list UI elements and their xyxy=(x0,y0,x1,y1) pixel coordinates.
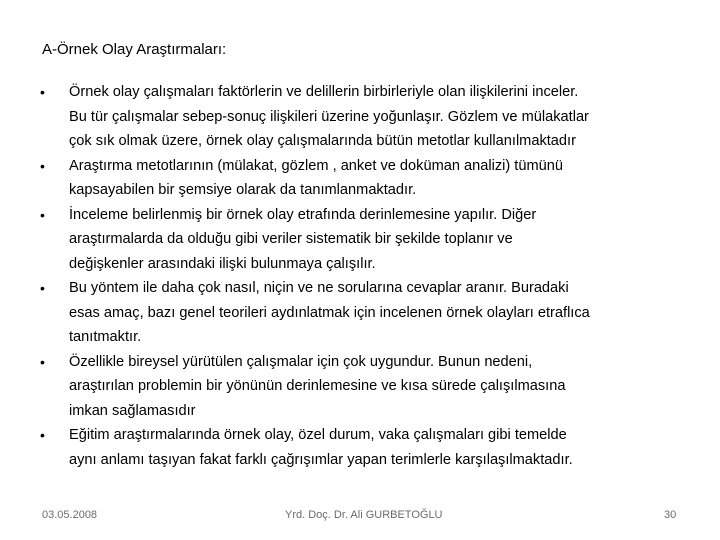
bullet-list xyxy=(40,80,692,472)
page-number: 30 xyxy=(664,509,677,521)
bullet-item xyxy=(40,80,692,154)
bullet-icon: • xyxy=(40,157,45,174)
bullet-text: Araştırma metotlarının (mülakat, gözlem , anket ve doküman analizi) tümünü kapsayabilen bir şemsiye olarak da tanımlanmaktadır. xyxy=(69,157,563,198)
bullet-item xyxy=(40,276,692,350)
slide-title: A-Örnek Olay Araştırmaları: xyxy=(42,41,227,58)
bullet-item xyxy=(40,203,692,277)
bullet-text: Özellikle bireysel yürütülen çalışmalar için çok uygundur. Bunun nedeni, araştırılan problemin bir yönünün derinlemesine ve kısa sürede çalışılmasına imkan sağlamasıdır xyxy=(69,353,566,419)
bullet-text: Örnek olay çalışmaları faktörlerin ve delillerin birbirleriyle olan ilişkilerini inceler. Bu tür çalışmalar sebep-sonuç ilişkileri üzerine yoğunlaşır. Gözlem ve mülakatlar çok sık olmak üzere, örnek olay çalışmalarında bütün metotlar kullanılmaktadır xyxy=(69,84,589,149)
bullet-text: Eğitim araştırmalarında örnek olay, özel durum, vaka çalışmaları gibi temelde aynı anlamı taşıyan fakat farklı çağrışımlar yapan terimlerle karşılaşılmaktadır. xyxy=(69,427,573,468)
bullet-icon: • xyxy=(40,427,45,443)
bullet-icon: • xyxy=(40,280,45,296)
bullet-item xyxy=(40,423,692,472)
bullet-icon: • xyxy=(40,206,45,223)
bullet-text: Bu yöntem ile daha çok nasıl, niçin ve ne sorularına cevaplar aranır. Buradaki esas amaç, bazı genel teorileri aydınlatmak için incelenen örnek olayları etraflıca tanıtmaktır. xyxy=(69,280,590,345)
bullet-icon: • xyxy=(40,353,45,370)
footer-author: Yrd. Doç. Dr. Ali GURBETOĞLU xyxy=(285,509,443,521)
bullet-item xyxy=(40,154,692,203)
bullet-text: İnceleme belirlenmiş bir örnek olay etrafında derinlemesine yapılır. Diğer araştırmalarda da olduğu gibi veriler sistematik bir şekilde toplanır ve değişkenler arasındaki ilişki bulunmaya çalışılır. xyxy=(69,206,537,272)
bullet-item xyxy=(40,350,692,424)
footer-date: 03.05.2008 xyxy=(42,509,98,521)
bullet-icon: • xyxy=(40,84,45,100)
